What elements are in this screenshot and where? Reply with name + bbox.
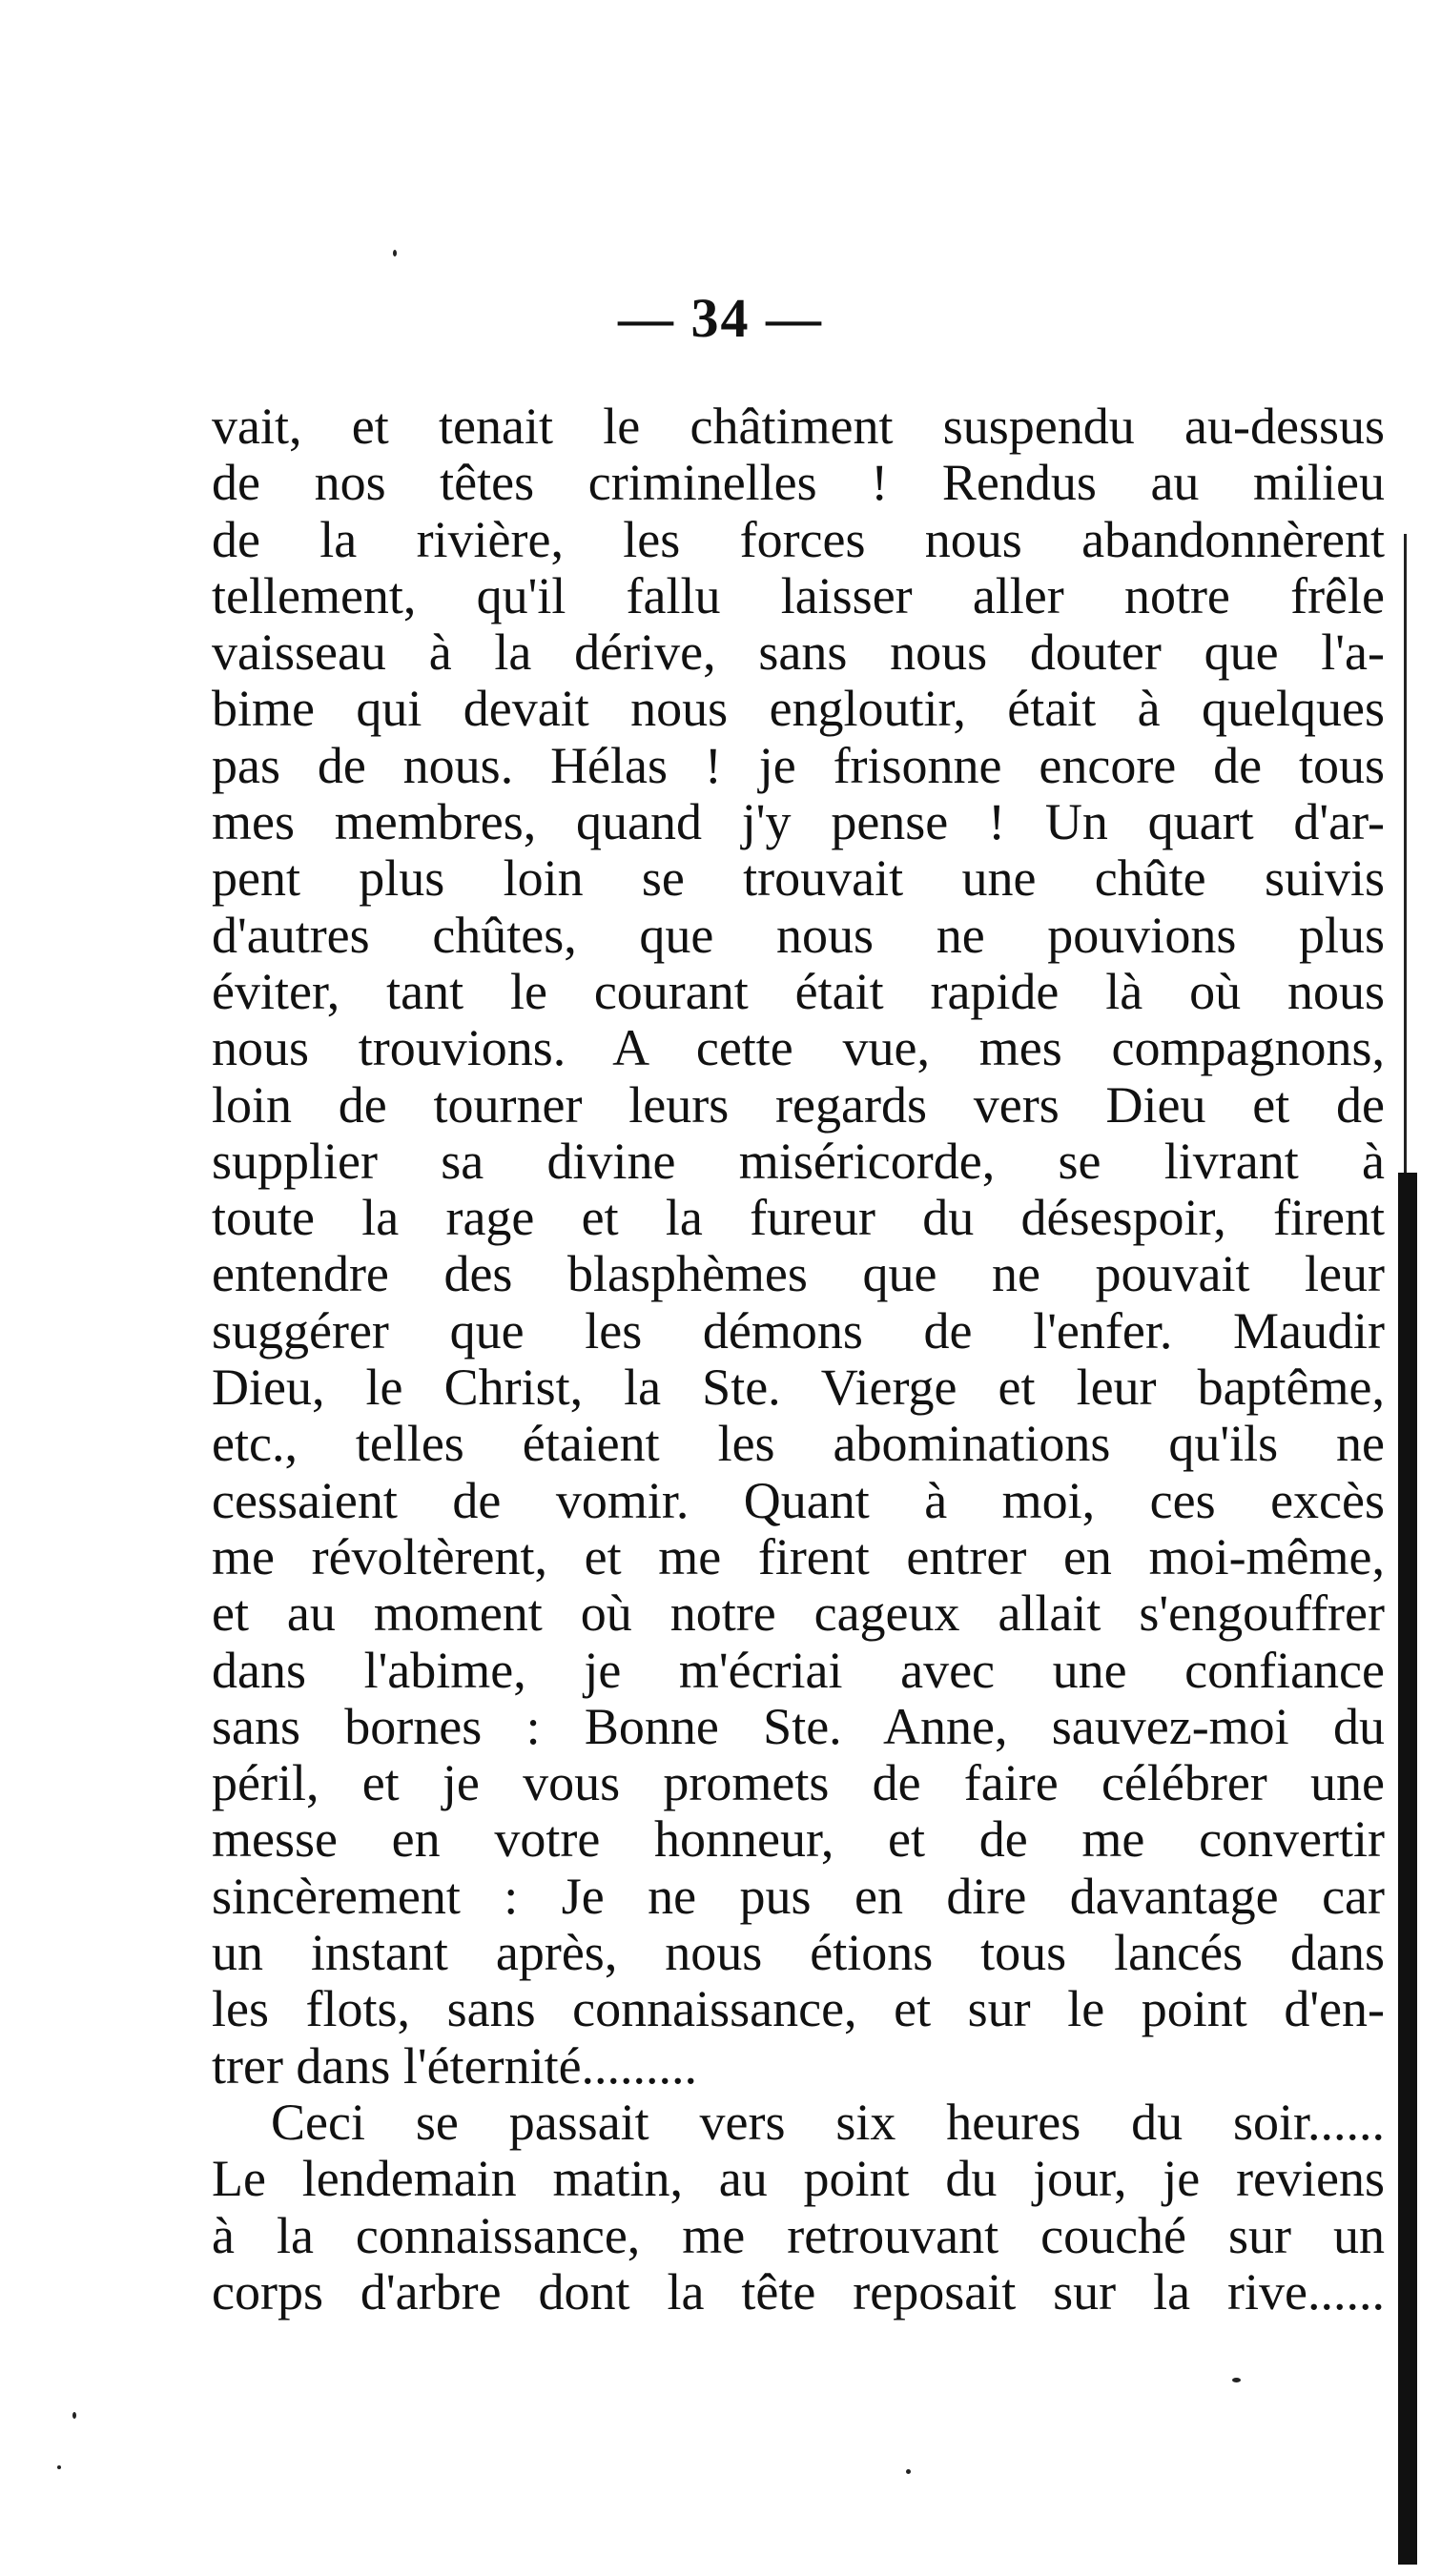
text-line: suggérer que les démons de l'enfer. Maudir <box>212 1301 1385 1360</box>
text-line: me révoltèrent, et me firent entrer en moi-même, <box>212 1527 1385 1585</box>
text-line: bime qui devait nous engloutir, était à quelques <box>212 680 1385 738</box>
text-line: vaisseau à la dérive, sans nous douter que l'a- <box>212 624 1385 682</box>
text-line: messe en votre honneur, et de me convertir <box>212 1810 1385 1869</box>
text-line: tellement, qu'il fallu laisser aller notre frêle <box>212 566 1385 624</box>
text-line: entendre des blasphèmes que ne pouvait leur <box>212 1245 1385 1303</box>
scan-speck <box>57 2465 61 2469</box>
text-line: Dieu, le Christ, la Ste. Vierge et leur baptême, <box>212 1359 1385 1417</box>
text-line: et au moment où notre cageux allait s'engouffrer <box>212 1584 1385 1643</box>
text-line: éviter, tant le courant était rapide là où nous <box>212 962 1385 1020</box>
text-line: cessaient de vomir. Quant à moi, ces excès <box>212 1471 1385 1529</box>
text-line: les flots, sans connaissance, et sur le point d'en- <box>212 1980 1385 2038</box>
text-line: d'autres chûtes, que nous ne pouvions plus <box>212 906 1385 964</box>
scan-speck <box>1232 2378 1241 2382</box>
scan-speck <box>906 2469 911 2474</box>
text-line: Le lendemain matin, au point du jour, je reviens <box>212 2150 1385 2208</box>
text-line: pas de nous. Hélas ! je frisonne encore de tous <box>212 736 1385 794</box>
scan-speck <box>393 250 397 256</box>
text-line: pent plus loin se trouvait une chûte suivis <box>212 849 1385 908</box>
text-line: loin de tourner leurs regards vers Dieu et de <box>212 1075 1385 1134</box>
text-line: de la rivière, les forces nous abandonnèrent <box>212 510 1385 568</box>
body-text <box>212 399 1385 2320</box>
text-line: toute la rage et la fureur du désespoir, firent <box>212 1189 1385 1247</box>
text-line: supplier sa divine miséricorde, se livrant à <box>212 1132 1385 1190</box>
page-number: — 34 — <box>618 287 823 349</box>
text-line: trer dans l'éternité......... <box>212 2036 698 2095</box>
page-edge-line <box>1404 534 1407 1173</box>
text-line: un instant après, nous étions tous lancés dans <box>212 1924 1385 1982</box>
text-line: corps d'arbre dont la tête reposait sur la rive...... <box>212 2262 1385 2320</box>
text-line: nous trouvions. A cette vue, mes compagnons, <box>212 1019 1385 1077</box>
text-line: vait, et tenait le châtiment suspendu au-dessus <box>212 398 1385 455</box>
text-line: à la connaissance, me retrouvant couché sur un <box>212 2206 1385 2264</box>
text-line: mes membres, quand j'y pense ! Un quart d'ar- <box>212 793 1385 851</box>
text-line: etc., telles étaient les abominations qu'ils ne <box>212 1415 1385 1473</box>
text-line: sincèrement : Je ne pus en dire davantage car <box>212 1867 1385 1925</box>
text-line: dans l'abime, je m'écriai avec une confiance <box>212 1641 1385 1699</box>
text-line: de nos têtes criminelles ! Rendus au milieu <box>212 454 1385 512</box>
page-edge-shadow <box>1398 1173 1417 2565</box>
scan-speck <box>72 2412 76 2419</box>
text-line: péril, et je vous promets de faire célébrer une <box>212 1754 1385 1812</box>
text-line: Ceci se passait vers six heures du soir...... <box>271 2093 1385 2151</box>
text-line: sans bornes : Bonne Ste. Anne, sauvez-moi du <box>212 1697 1385 1755</box>
